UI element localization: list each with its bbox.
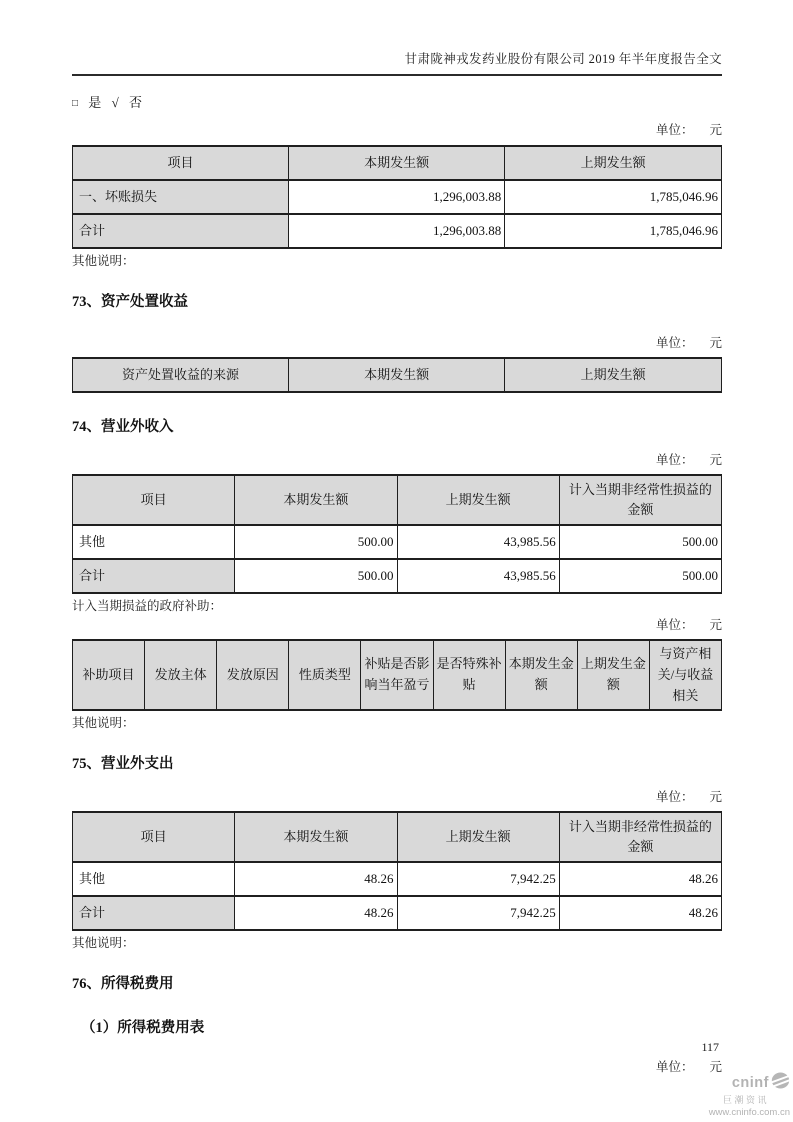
unit-note	[72, 790, 722, 804]
table-row	[73, 525, 722, 559]
column-header: 本期发生额	[289, 146, 505, 180]
table-row	[73, 896, 722, 930]
unit-label: 单位：	[655, 453, 694, 467]
cell-prior-amount: 7,942.25	[397, 896, 559, 930]
table-row	[73, 862, 722, 896]
cell-item: 一、坏账损失	[73, 180, 289, 214]
column-header: 资产处置收益的来源	[73, 358, 289, 392]
unit-value: 元	[709, 1060, 722, 1075]
cninfo-url: www.cninfo.com.cn	[708, 1107, 790, 1118]
other-note: 其他说明：	[72, 254, 135, 268]
yes-no-line	[72, 96, 722, 111]
section-heading-75: 75、营业外支出	[72, 756, 174, 773]
section-heading-76: 76、所得税费用	[72, 976, 174, 993]
column-header: 项目	[73, 812, 235, 862]
gov-subsidy-note: 计入当期损益的政府补助：	[72, 599, 223, 613]
other-note: 其他说明：	[72, 936, 135, 951]
column-header: 项目	[73, 475, 235, 525]
section-subheading-76-1: （1）所得税费用表	[81, 1020, 205, 1037]
checkbox-unchecked-icon: □	[72, 98, 79, 109]
table-row	[73, 214, 722, 248]
table-row	[73, 180, 722, 214]
cninfo-brand-text: cninf	[731, 1075, 769, 1091]
cell-item: 合计	[73, 559, 235, 593]
unit-value: 元	[709, 123, 722, 137]
cell-current-amount: 1,296,003.88	[289, 180, 505, 214]
unit-value: 元	[709, 453, 722, 467]
unit-label: 单位：	[655, 790, 694, 805]
cell-item: 其他	[73, 525, 235, 559]
cninfo-chinese-name: 巨潮资讯	[722, 1095, 769, 1105]
unit-note	[72, 123, 722, 137]
cell-current-amount: 1,296,003.88	[289, 214, 505, 248]
column-header: 与资产相关/与收益相关	[649, 640, 721, 710]
column-header: 是否特殊补贴	[433, 640, 505, 710]
cell-nonrecurring-amount: 48.26	[559, 862, 721, 896]
bad-debt-loss-table	[72, 145, 722, 249]
cell-prior-amount: 1,785,046.96	[505, 180, 722, 214]
column-header: 上期发生金额	[577, 640, 649, 710]
page-header-title: 甘肃陇神戎发药业股份有限公司 2019 年半年度报告全文	[72, 52, 722, 76]
cell-item: 其他	[73, 862, 235, 896]
yes-label: 是	[88, 95, 102, 110]
unit-value: 元	[709, 618, 722, 632]
column-header: 本期发生额	[235, 812, 397, 862]
column-header: 补贴是否影响当年盈亏	[361, 640, 433, 710]
column-header: 计入当期非经常性损益的金额	[559, 812, 721, 862]
section-heading-73: 73、资产处置收益	[72, 294, 188, 310]
column-header: 上期发生额	[505, 146, 722, 180]
unit-label: 单位：	[655, 336, 694, 350]
unit-value: 元	[709, 790, 722, 805]
other-note: 其他说明：	[72, 716, 135, 731]
cninfo-swirl-icon	[771, 1072, 790, 1094]
unit-label: 单位：	[655, 123, 694, 137]
non-operating-income-table	[72, 474, 722, 594]
column-header: 项目	[73, 146, 289, 180]
unit-label: 单位：	[655, 618, 694, 632]
asset-disposal-income-table	[72, 357, 722, 393]
unit-note	[72, 1060, 722, 1074]
column-header: 上期发生额	[397, 475, 559, 525]
cell-nonrecurring-amount: 500.00	[559, 559, 721, 593]
column-header: 本期发生额	[289, 358, 505, 392]
page-header	[72, 0, 722, 76]
gov-subsidy-table	[72, 639, 722, 711]
cell-current-amount: 48.26	[235, 896, 397, 930]
column-header: 发放原因	[217, 640, 289, 710]
column-header: 发放主体	[145, 640, 217, 710]
no-label: 否	[128, 95, 142, 110]
column-header: 上期发生额	[505, 358, 722, 392]
unit-value: 元	[709, 336, 722, 350]
check-mark-icon: √	[111, 95, 119, 110]
column-header: 上期发生额	[397, 812, 559, 862]
cell-prior-amount: 43,985.56	[397, 559, 559, 593]
table-row	[73, 559, 722, 593]
unit-note	[72, 453, 722, 467]
cell-current-amount: 48.26	[235, 862, 397, 896]
column-header: 本期发生金额	[505, 640, 577, 710]
column-header: 计入当期非经常性损益的金额	[559, 475, 721, 525]
column-header: 补助项目	[73, 640, 145, 710]
cell-current-amount: 500.00	[235, 559, 397, 593]
cell-nonrecurring-amount: 500.00	[559, 525, 721, 559]
cell-prior-amount: 1,785,046.96	[505, 214, 722, 248]
cell-nonrecurring-amount: 48.26	[559, 896, 721, 930]
unit-label: 单位：	[655, 1060, 694, 1075]
column-header: 性质类型	[289, 640, 361, 710]
cell-prior-amount: 43,985.56	[397, 525, 559, 559]
page-number: 117	[701, 1040, 719, 1054]
unit-note	[72, 618, 722, 632]
cell-item: 合计	[73, 214, 289, 248]
cell-item: 合计	[73, 896, 235, 930]
cninfo-logo	[690, 1072, 790, 1118]
section-heading-74: 74、营业外收入	[72, 419, 174, 435]
cell-current-amount: 500.00	[235, 525, 397, 559]
cell-prior-amount: 7,942.25	[397, 862, 559, 896]
non-operating-expense-table	[72, 811, 722, 931]
column-header: 本期发生额	[235, 475, 397, 525]
unit-note	[72, 336, 722, 350]
